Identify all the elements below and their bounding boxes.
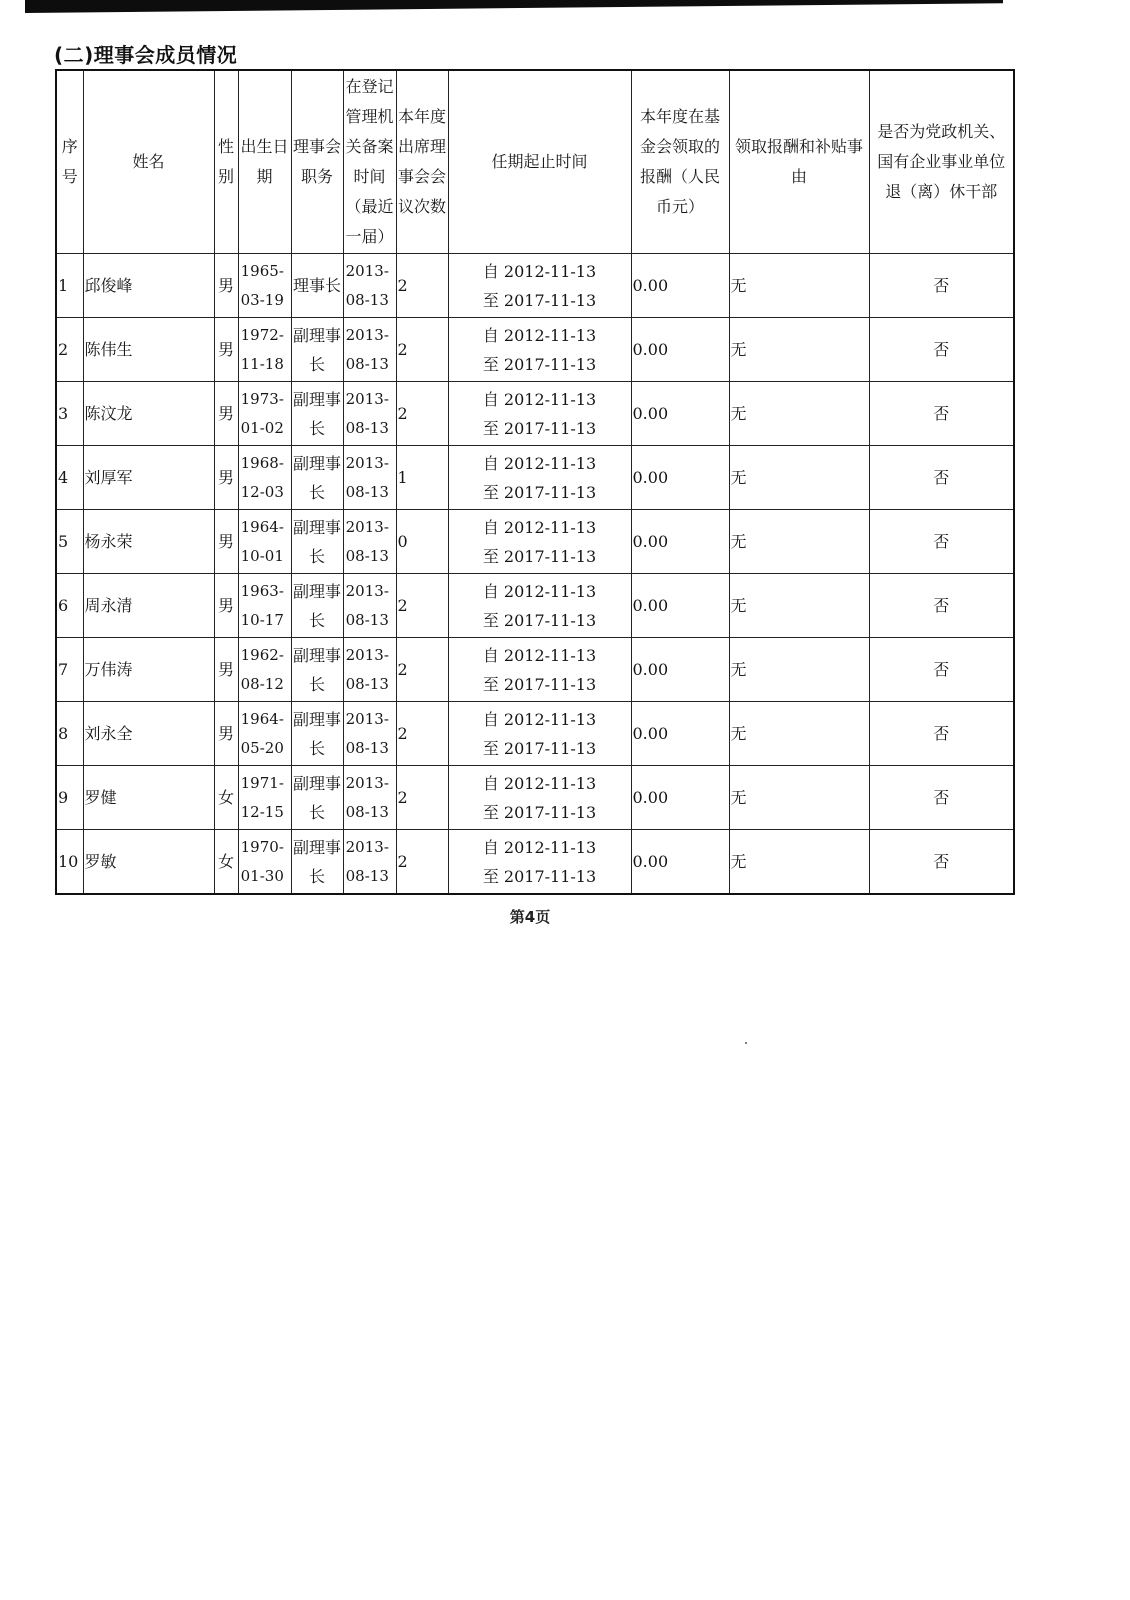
cell-pay: 0.00 xyxy=(631,254,729,318)
birth-date-text: 1972-11-18 xyxy=(240,325,284,373)
header-gender: 性别 xyxy=(214,70,238,254)
cell-term xyxy=(448,830,631,895)
cell-pay: 0.00 xyxy=(631,510,729,574)
cell-index: 10 xyxy=(56,830,83,895)
term-end: 至 2017-11-13 xyxy=(482,674,597,694)
cell-gender: 男 xyxy=(214,638,238,702)
term-end: 至 2017-11-13 xyxy=(482,610,597,630)
cell-pay-reason: 无 xyxy=(729,830,869,895)
cell-index: 7 xyxy=(56,638,83,702)
filing-date-text: 2013-08-13 xyxy=(345,261,389,309)
cell-birth-date xyxy=(238,446,291,510)
cell-pay: 0.00 xyxy=(631,574,729,638)
cell-position: 副理事长 xyxy=(291,574,343,638)
term-end: 至 2017-11-13 xyxy=(482,738,597,758)
page-number: 第4页 xyxy=(509,908,551,926)
cell-pay-reason: 无 xyxy=(729,446,869,510)
birth-date-text: 1973-01-02 xyxy=(240,389,284,437)
cell-gender: 男 xyxy=(214,574,238,638)
cell-index: 3 xyxy=(56,382,83,446)
term-end: 至 2017-11-13 xyxy=(482,866,597,886)
term-start: 自 2012-11-13 xyxy=(482,837,597,857)
cell-gender: 女 xyxy=(214,766,238,830)
cell-pay: 0.00 xyxy=(631,766,729,830)
cell-pay-reason: 无 xyxy=(729,318,869,382)
cell-index: 2 xyxy=(56,318,83,382)
cell-birth-date xyxy=(238,766,291,830)
cell-birth-date xyxy=(238,638,291,702)
cell-birth-date xyxy=(238,382,291,446)
cell-meetings: 2 xyxy=(396,830,448,895)
cell-term xyxy=(448,510,631,574)
cell-term xyxy=(448,254,631,318)
cell-pay: 0.00 xyxy=(631,446,729,510)
table-row xyxy=(56,254,1014,318)
filing-date-text: 2013-08-13 xyxy=(345,581,389,629)
birth-date-text: 1968-12-03 xyxy=(240,453,284,501)
table-row xyxy=(56,702,1014,766)
cell-name: 周永清 xyxy=(83,574,214,638)
filing-date-text: 2013-08-13 xyxy=(345,517,389,565)
cell-term xyxy=(448,446,631,510)
cell-pay: 0.00 xyxy=(631,702,729,766)
table-header xyxy=(56,70,1014,254)
table-row xyxy=(56,766,1014,830)
header-term: 任期起止时间 xyxy=(448,70,631,254)
header-pay-reason: 领取报酬和补贴事由 xyxy=(729,70,869,254)
cell-retired-cadre: 否 xyxy=(869,766,1014,830)
cell-birth-date xyxy=(238,574,291,638)
cell-position: 副理事长 xyxy=(291,510,343,574)
cell-index: 5 xyxy=(56,510,83,574)
cell-meetings: 2 xyxy=(396,702,448,766)
cell-pay-reason: 无 xyxy=(729,766,869,830)
cell-gender: 男 xyxy=(214,382,238,446)
board-members-table xyxy=(55,69,1015,895)
cell-name: 刘厚军 xyxy=(83,446,214,510)
cell-meetings: 2 xyxy=(396,254,448,318)
filing-date-text: 2013-08-13 xyxy=(345,709,389,757)
table-row xyxy=(56,318,1014,382)
cell-retired-cadre: 否 xyxy=(869,254,1014,318)
cell-filing-date xyxy=(343,254,396,318)
birth-date-text: 1964-05-20 xyxy=(240,709,284,757)
cell-position: 副理事长 xyxy=(291,446,343,510)
cell-meetings: 1 xyxy=(396,446,448,510)
cell-pay: 0.00 xyxy=(631,830,729,895)
term-end: 至 2017-11-13 xyxy=(482,802,597,822)
cell-name: 杨永荣 xyxy=(83,510,214,574)
cell-pay-reason: 无 xyxy=(729,638,869,702)
cell-name: 邱俊峰 xyxy=(83,254,214,318)
filing-date-text: 2013-08-13 xyxy=(345,325,389,373)
header-name: 姓名 xyxy=(83,70,214,254)
cell-birth-date xyxy=(238,318,291,382)
term-start: 自 2012-11-13 xyxy=(482,325,597,345)
cell-term xyxy=(448,702,631,766)
cell-pay: 0.00 xyxy=(631,318,729,382)
term-start: 自 2012-11-13 xyxy=(482,453,597,473)
cell-meetings: 2 xyxy=(396,574,448,638)
cell-name: 陈汶龙 xyxy=(83,382,214,446)
cell-gender: 男 xyxy=(214,254,238,318)
cell-position: 副理事长 xyxy=(291,318,343,382)
cell-pay-reason: 无 xyxy=(729,510,869,574)
cell-retired-cadre: 否 xyxy=(869,702,1014,766)
birth-date-text: 1963-10-17 xyxy=(240,581,284,629)
term-end: 至 2017-11-13 xyxy=(482,290,597,310)
filing-date-text: 2013-08-13 xyxy=(345,645,389,693)
table-row xyxy=(56,638,1014,702)
cell-meetings: 2 xyxy=(396,766,448,830)
cell-retired-cadre: 否 xyxy=(869,382,1014,446)
cell-pay-reason: 无 xyxy=(729,574,869,638)
cell-name: 刘永全 xyxy=(83,702,214,766)
cell-meetings: 0 xyxy=(396,510,448,574)
birth-date-text: 1964-10-01 xyxy=(240,517,284,565)
cell-index: 9 xyxy=(56,766,83,830)
cell-name: 罗健 xyxy=(83,766,214,830)
table-row xyxy=(56,510,1014,574)
cell-position: 副理事长 xyxy=(291,702,343,766)
table-row xyxy=(56,574,1014,638)
board-members-table-body xyxy=(56,254,1014,895)
filing-date-text: 2013-08-13 xyxy=(345,389,389,437)
filing-date-text: 2013-08-13 xyxy=(345,773,389,821)
term-start: 自 2012-11-13 xyxy=(482,517,597,537)
cell-position: 副理事长 xyxy=(291,766,343,830)
cell-birth-date xyxy=(238,510,291,574)
cell-pay-reason: 无 xyxy=(729,254,869,318)
cell-index: 4 xyxy=(56,446,83,510)
cell-filing-date xyxy=(343,638,396,702)
cell-meetings: 2 xyxy=(396,382,448,446)
cell-retired-cadre: 否 xyxy=(869,510,1014,574)
cell-retired-cadre: 否 xyxy=(869,446,1014,510)
filing-date-text: 2013-08-13 xyxy=(345,837,389,885)
header-index: 序号 xyxy=(56,70,83,254)
term-end: 至 2017-11-13 xyxy=(482,546,597,566)
term-end: 至 2017-11-13 xyxy=(482,482,597,502)
cell-retired-cadre: 否 xyxy=(869,318,1014,382)
cell-term xyxy=(448,638,631,702)
table-row xyxy=(56,382,1014,446)
cell-retired-cadre: 否 xyxy=(869,638,1014,702)
cell-filing-date xyxy=(343,766,396,830)
cell-position: 理事长 xyxy=(291,254,343,318)
table-row xyxy=(56,446,1014,510)
cell-pay: 0.00 xyxy=(631,638,729,702)
cell-filing-date xyxy=(343,830,396,895)
cell-birth-date xyxy=(238,702,291,766)
cell-gender: 男 xyxy=(214,318,238,382)
cell-birth-date xyxy=(238,830,291,895)
birth-date-text: 1962-08-12 xyxy=(240,645,284,693)
section-title: (二)理事会成员情况 xyxy=(54,43,238,67)
cell-filing-date xyxy=(343,574,396,638)
cell-retired-cadre: 否 xyxy=(869,830,1014,895)
cell-birth-date xyxy=(238,254,291,318)
cell-position: 副理事长 xyxy=(291,830,343,895)
term-start: 自 2012-11-13 xyxy=(482,645,597,665)
cell-position: 副理事长 xyxy=(291,382,343,446)
cell-filing-date xyxy=(343,510,396,574)
cell-meetings: 2 xyxy=(396,638,448,702)
cell-pay-reason: 无 xyxy=(729,382,869,446)
header-pay: 本年度在基金会领取的报酬（人民币元） xyxy=(631,70,729,254)
birth-date-text: 1971-12-15 xyxy=(240,773,284,821)
table-row xyxy=(56,830,1014,895)
term-start: 自 2012-11-13 xyxy=(482,773,597,793)
cell-index: 8 xyxy=(56,702,83,766)
header-meetings: 本年度出席理事会会议次数 xyxy=(396,70,448,254)
header-birth-date: 出生日期 xyxy=(238,70,291,254)
birth-date-text: 1970-01-30 xyxy=(240,837,284,885)
cell-gender: 女 xyxy=(214,830,238,895)
term-end: 至 2017-11-13 xyxy=(482,418,597,438)
cell-filing-date xyxy=(343,702,396,766)
cell-meetings: 2 xyxy=(396,318,448,382)
header-position: 理事会职务 xyxy=(291,70,343,254)
cell-name: 万伟涛 xyxy=(83,638,214,702)
table-header-row xyxy=(56,70,1014,254)
cell-gender: 男 xyxy=(214,702,238,766)
cell-pay-reason: 无 xyxy=(729,702,869,766)
scan-speck xyxy=(745,1042,747,1044)
cell-name: 罗敏 xyxy=(83,830,214,895)
cell-gender: 男 xyxy=(214,446,238,510)
cell-term xyxy=(448,382,631,446)
cell-position: 副理事长 xyxy=(291,638,343,702)
term-end: 至 2017-11-13 xyxy=(482,354,597,374)
cell-gender: 男 xyxy=(214,510,238,574)
cell-pay: 0.00 xyxy=(631,382,729,446)
term-start: 自 2012-11-13 xyxy=(482,581,597,601)
cell-filing-date xyxy=(343,382,396,446)
scan-edge-shadow xyxy=(25,0,1003,13)
header-retired-cadre: 是否为党政机关、国有企业事业单位退（离）休干部 xyxy=(869,70,1014,254)
cell-term xyxy=(448,574,631,638)
birth-date-text: 1965-03-19 xyxy=(240,261,284,309)
cell-term xyxy=(448,766,631,830)
cell-index: 1 xyxy=(56,254,83,318)
term-start: 自 2012-11-13 xyxy=(482,261,597,281)
cell-name: 陈伟生 xyxy=(83,318,214,382)
cell-filing-date xyxy=(343,446,396,510)
cell-term xyxy=(448,318,631,382)
term-start: 自 2012-11-13 xyxy=(482,389,597,409)
cell-filing-date xyxy=(343,318,396,382)
cell-index: 6 xyxy=(56,574,83,638)
filing-date-text: 2013-08-13 xyxy=(345,453,389,501)
header-filing-date: 在登记管理机关备案时间（最近一届） xyxy=(343,70,396,254)
term-start: 自 2012-11-13 xyxy=(482,709,597,729)
cell-retired-cadre: 否 xyxy=(869,574,1014,638)
